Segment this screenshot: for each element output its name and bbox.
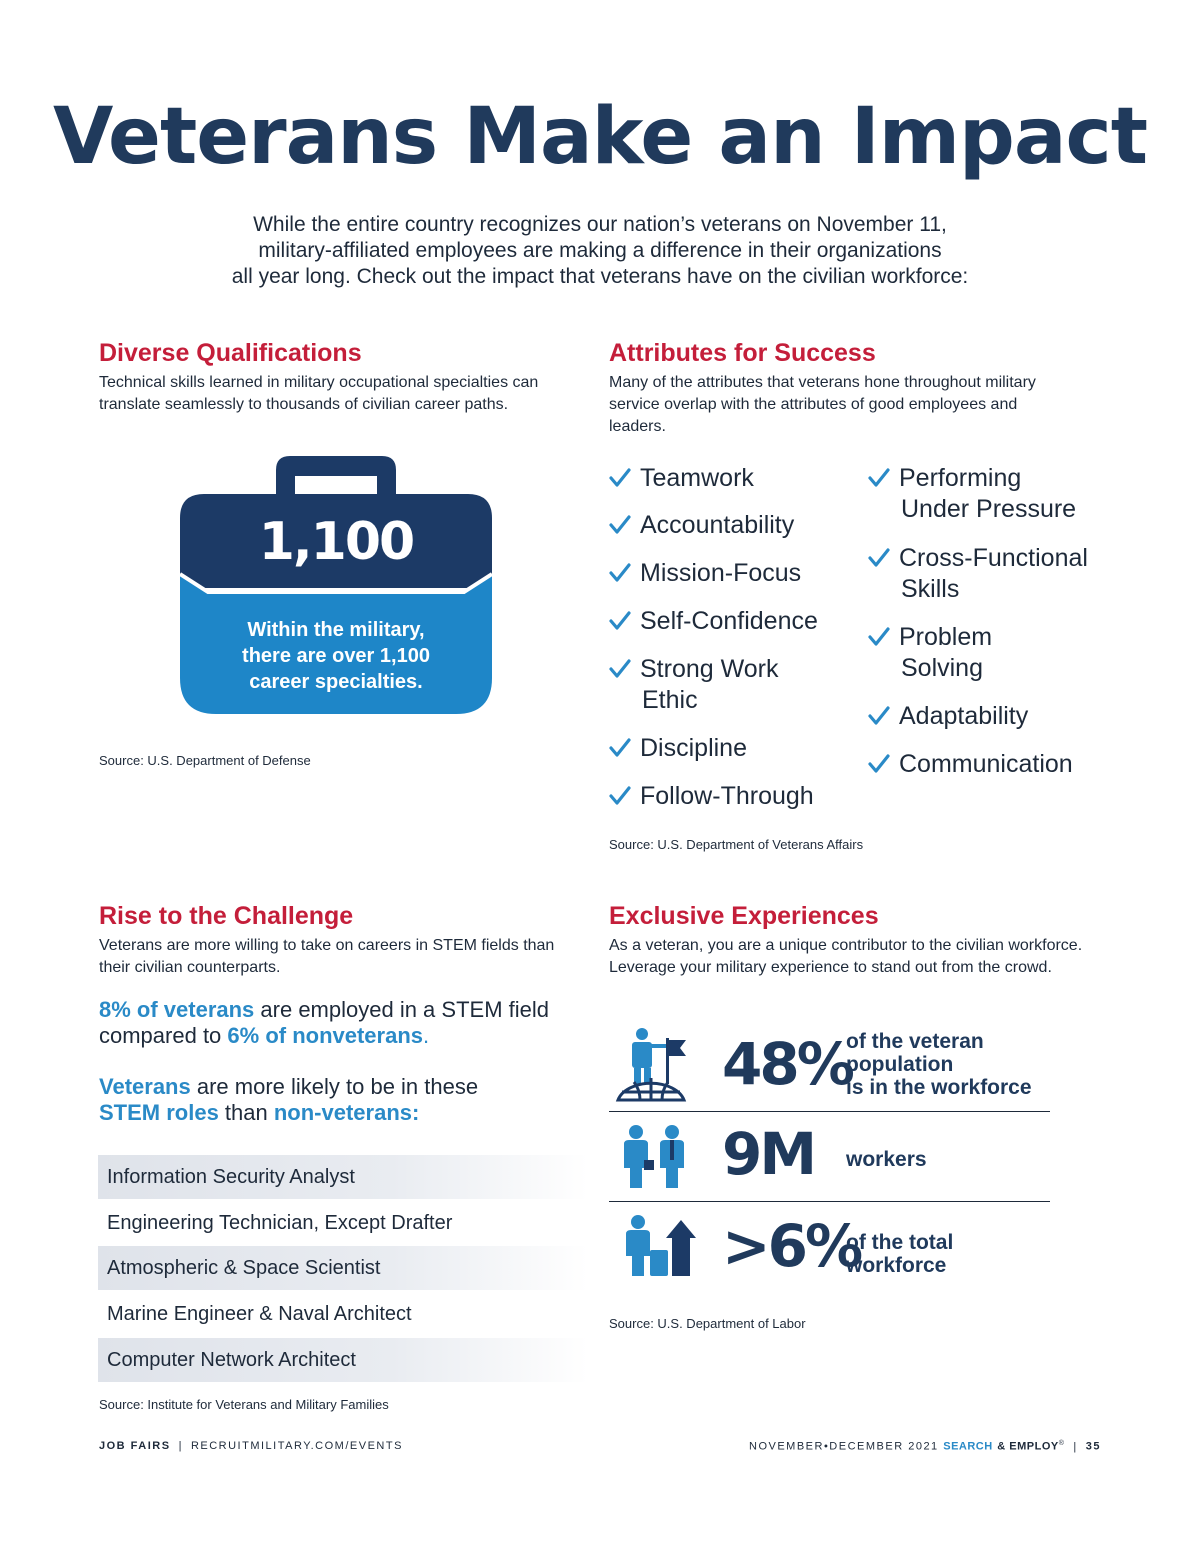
stat-text: are employed in a STEM field xyxy=(254,997,549,1022)
attribute-label xyxy=(640,781,814,812)
intro-line: While the entire country recognizes our nation’s veterans on November 11, xyxy=(253,213,947,236)
attribute-label-line: Strong Work xyxy=(640,655,779,683)
caption-line: there are over 1,100 xyxy=(242,645,430,667)
stat-value: 9M xyxy=(722,1120,815,1188)
stat-label-line: of the total xyxy=(846,1231,954,1254)
rise-heading: Rise to the Challenge xyxy=(99,902,354,930)
stat-label-line: workforce xyxy=(846,1254,947,1277)
globe-flag-icon xyxy=(614,1026,688,1102)
footer-section: JOB FAIRS xyxy=(99,1440,171,1452)
attribute-label xyxy=(899,622,992,684)
attribute-label xyxy=(640,510,794,541)
intro-line: all year long. Check out the impact that veterans have on the civilian workforce: xyxy=(231,265,969,288)
non-veterans-word: non-veterans: xyxy=(273,1100,420,1125)
attribute-label-line: Solving xyxy=(901,654,983,682)
attributes-heading: Attributes for Success xyxy=(609,339,876,367)
diverse-description: Technical skills learned in military occupational specialties can translate seamlessly to thousands of civilian career paths. xyxy=(99,374,539,413)
attribute-label-line: Under Pressure xyxy=(901,495,1077,523)
caption-line: Within the military, xyxy=(247,619,425,641)
attribute-label-line: Self-Confidence xyxy=(640,607,818,635)
nonveteran-percent: 6% of nonveterans xyxy=(227,1023,424,1048)
attribute-label xyxy=(899,701,1028,732)
attribute-label xyxy=(899,749,1073,780)
diverse-heading: Diverse Qualifications xyxy=(99,339,362,367)
stem-stat xyxy=(99,997,549,1049)
stat-value: >6% xyxy=(722,1212,861,1280)
likely-text: than xyxy=(218,1100,274,1125)
stat-value: 48% xyxy=(722,1030,852,1098)
attribute-label xyxy=(899,543,1088,605)
stem-role-row: Computer Network Architect xyxy=(98,1338,588,1382)
stem-role-row: Engineering Technician, Except Drafter xyxy=(107,1212,453,1234)
stem-roles-word: STEM roles xyxy=(99,1100,219,1125)
stat-text: compared to xyxy=(99,1023,228,1048)
stat-label xyxy=(846,1148,927,1171)
checkmark-icon xyxy=(609,737,631,759)
checkmark-icon xyxy=(609,610,631,632)
attribute-label xyxy=(640,654,778,716)
checkmark-icon xyxy=(609,467,631,489)
checkmark-icon xyxy=(868,547,890,569)
footer-issue-date: NOVEMBER•DECEMBER 2021 xyxy=(749,1440,939,1453)
career-count: 1,100 xyxy=(258,512,414,572)
exclusive-source: Source: U.S. Department of Labor xyxy=(609,1316,806,1331)
footer-right xyxy=(749,1440,1101,1453)
attribute-label xyxy=(640,463,754,494)
attribute-label-line: Cross-Functional xyxy=(899,544,1088,572)
checkmark-icon xyxy=(609,658,631,680)
exclusive-heading: Exclusive Experiences xyxy=(609,902,879,930)
page-number: 35 xyxy=(1085,1440,1101,1453)
footer-separator: | xyxy=(178,1440,183,1452)
checkmark-icon xyxy=(609,514,631,536)
attribute-label xyxy=(640,733,747,764)
attribute-label-line: Mission-Focus xyxy=(640,559,802,587)
checkmark-icon xyxy=(868,467,890,489)
footer-brand-search: SEARCH xyxy=(943,1440,993,1453)
stat-divider xyxy=(609,1201,1050,1202)
attributes-source: Source: U.S. Department of Veterans Affairs xyxy=(609,837,864,852)
footer-left xyxy=(99,1440,403,1452)
footer-url[interactable]: RECRUITMILITARY.COM/EVENTS xyxy=(190,1440,403,1452)
attribute-label-line: Accountability xyxy=(640,511,795,539)
attributes-description: Many of the attributes that veterans hone throughout military service overlap with the attributes of good employees and leaders. xyxy=(609,374,1036,435)
attribute-label-line: Ethic xyxy=(642,686,698,714)
stat-label-line: of the veteran xyxy=(846,1030,984,1053)
page-title: Veterans Make an Impact xyxy=(52,92,1148,182)
stem-likely xyxy=(99,1074,478,1126)
stem-role-row: Atmospheric & Space Scientist xyxy=(98,1246,588,1290)
exclusive-description: As a veteran, you are a unique contributor to the civilian workforce. Leverage your military experience to stand out from the crowd. xyxy=(609,937,1083,976)
rise-source: Source: Institute for Veterans and Military Families xyxy=(99,1397,389,1412)
stat-label-line: is in the workforce xyxy=(846,1076,1032,1099)
checkmark-icon xyxy=(609,562,631,584)
growth-arrow-icon xyxy=(624,1214,696,1278)
stat-label-line: workers xyxy=(846,1148,927,1171)
footer-separator: | xyxy=(1073,1440,1078,1453)
checkmark-icon xyxy=(868,753,890,775)
stat-label-line: population xyxy=(846,1053,954,1076)
likely-text: are more likely to be in these xyxy=(190,1074,479,1099)
attribute-label-line: Follow-Through xyxy=(640,782,814,810)
attribute-label-line: Performing xyxy=(899,464,1022,492)
intro-line: military-affiliated employees are making a difference in their organizations xyxy=(258,239,942,262)
stat-label xyxy=(846,1030,1032,1099)
footer-registered-mark: ® xyxy=(1058,1440,1066,1447)
attribute-label-line: Communication xyxy=(899,750,1073,778)
attribute-label-line: Skills xyxy=(901,575,960,603)
stem-role-row: Information Security Analyst xyxy=(98,1155,588,1199)
attribute-label-line: Teamwork xyxy=(640,464,754,492)
checkmark-icon xyxy=(609,785,631,807)
attribute-label xyxy=(640,558,801,589)
attribute-label xyxy=(899,463,1076,525)
attribute-label-line: Adaptability xyxy=(899,702,1029,730)
veterans-word: Veterans xyxy=(99,1074,191,1099)
stat-period: . xyxy=(423,1023,430,1048)
workers-icon xyxy=(620,1124,692,1190)
attribute-label-line: Problem xyxy=(899,623,993,651)
briefcase-caption xyxy=(200,617,472,695)
footer-brand-employ: & EMPLOY xyxy=(997,1440,1059,1453)
stat-label xyxy=(846,1231,953,1277)
checkmark-icon xyxy=(868,705,890,727)
veteran-percent: 8% of veterans xyxy=(99,997,255,1022)
intro-text xyxy=(150,212,1050,290)
attribute-label xyxy=(640,606,818,637)
stem-role-row: Marine Engineer & Naval Architect xyxy=(107,1303,412,1325)
attribute-label-line: Discipline xyxy=(640,734,747,762)
caption-line: career specialties. xyxy=(249,671,423,693)
diverse-source: Source: U.S. Department of Defense xyxy=(99,753,311,768)
stat-divider xyxy=(609,1111,1050,1112)
rise-description: Veterans are more willing to take on careers in STEM fields than their civilian counterparts. xyxy=(99,937,555,976)
checkmark-icon xyxy=(868,626,890,648)
